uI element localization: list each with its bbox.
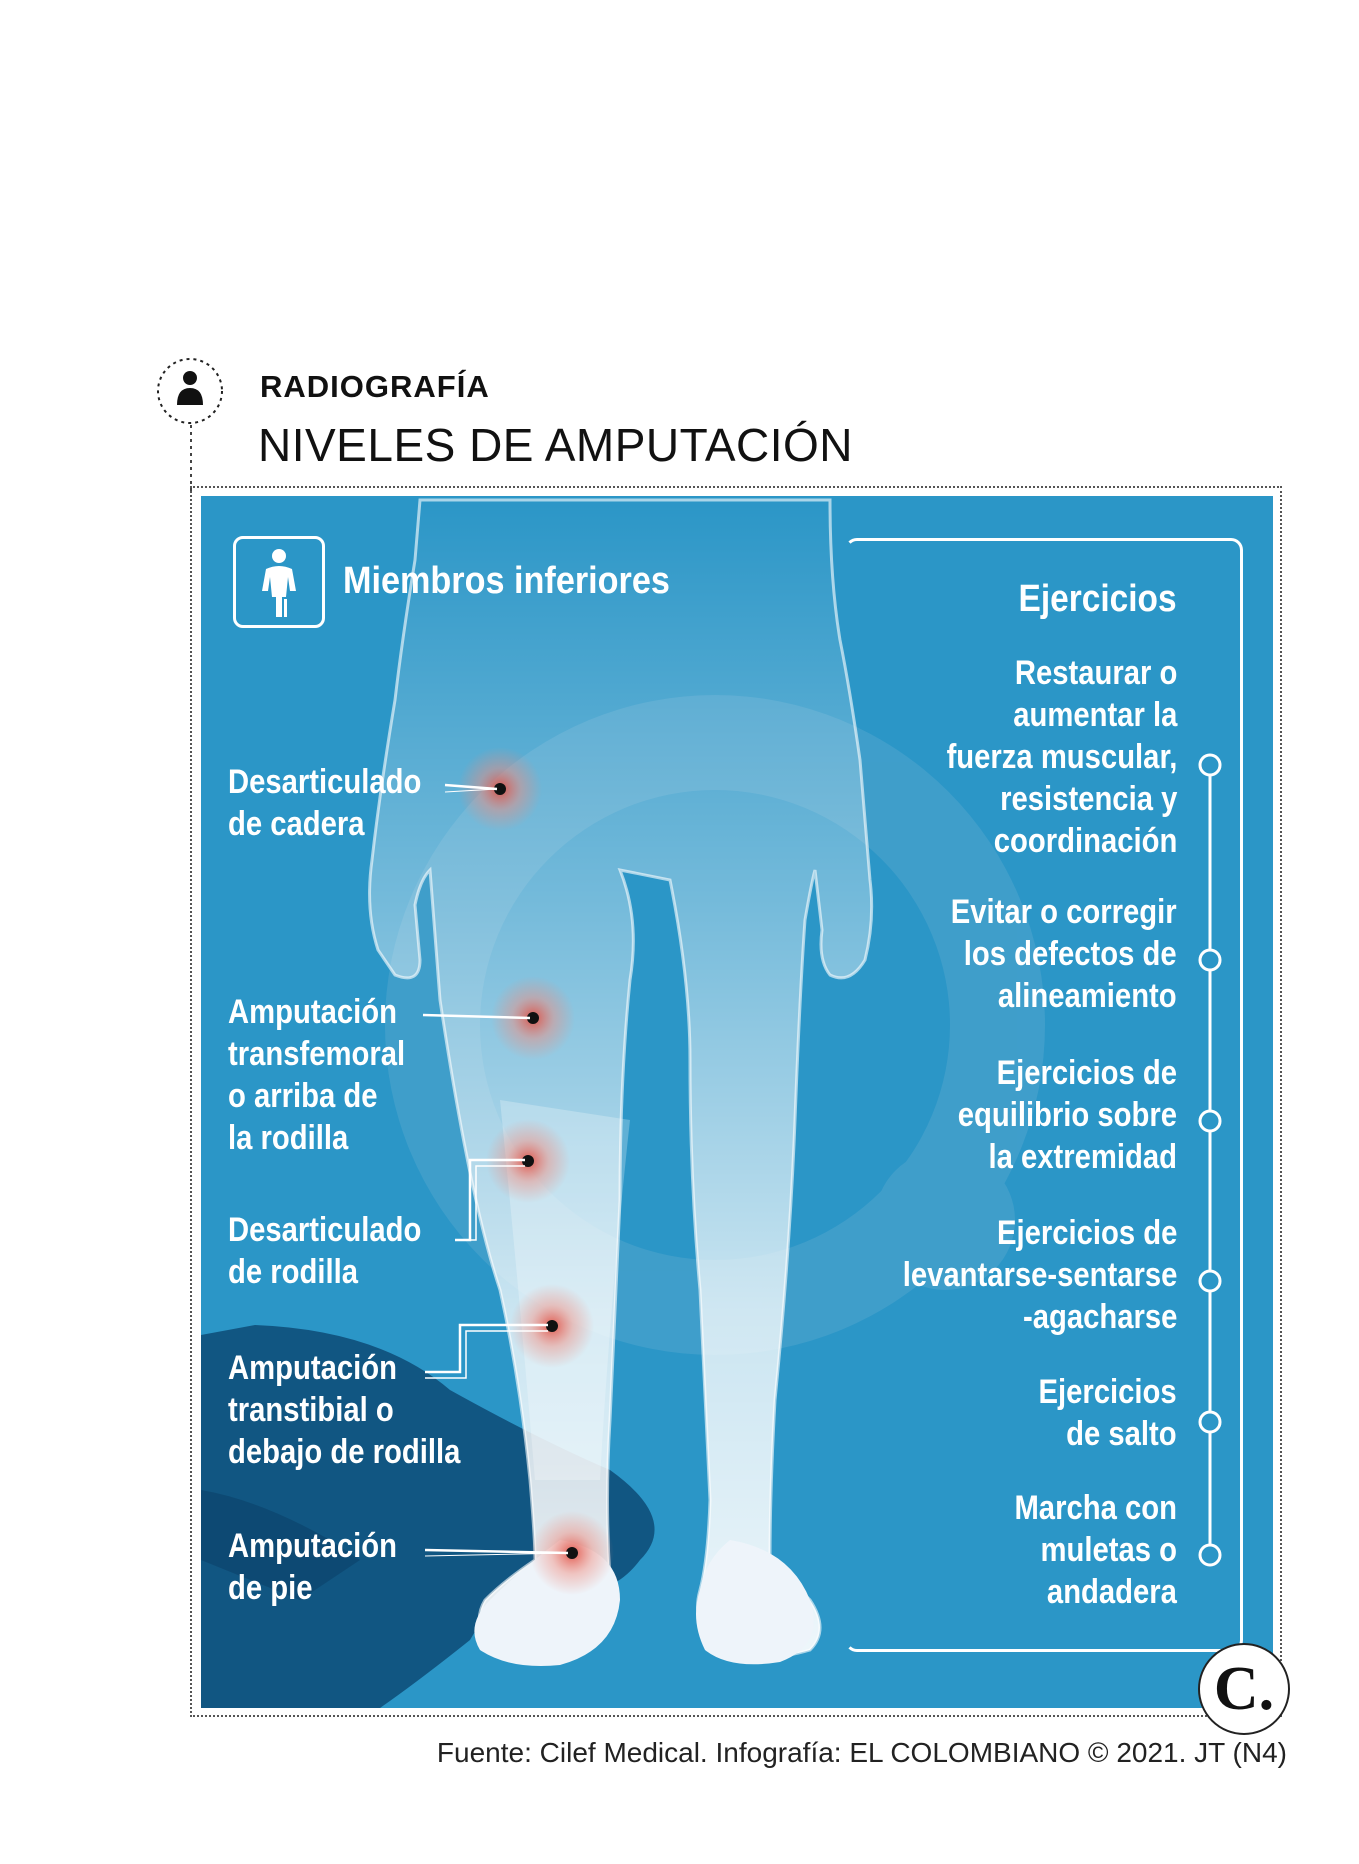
exercise-item: Ejercicios de equilibrio sobre la extremidad: [957, 1054, 1177, 1176]
level-label-hip: Desarticulado de cadera: [228, 763, 422, 843]
exercises-title: Ejercicios: [1018, 578, 1177, 620]
level-label-knee: Desarticulado de rodilla: [228, 1211, 422, 1291]
exercise-item: Marcha con muletas o andadera: [1014, 1489, 1177, 1611]
exercise-item: Ejercicios de salto: [1038, 1373, 1177, 1453]
kicker: RADIOGRAFÍA: [260, 369, 490, 404]
right-foot: [696, 1540, 814, 1664]
logo-letter: C.: [1213, 1654, 1275, 1723]
exercise-item: Evitar o corregir los defectos de alineamiento: [951, 893, 1177, 1015]
source-credit: Fuente: Cilef Medical. Infografía: EL COLOMBIANO © 2021. JT (N4): [436, 1737, 1287, 1768]
marker-hip: [458, 747, 542, 831]
exercise-item: Restaurar o aumentar la fuerza muscular, resistencia y coordinación: [946, 654, 1177, 860]
person-prosthesis-icon: [236, 539, 322, 625]
section-title: Miembros inferiores: [343, 560, 670, 602]
exercise-item: Ejercicios de levantarse-sentarse -agacharse: [902, 1214, 1177, 1336]
el-colombiano-logo: [1198, 1643, 1290, 1735]
section-badge: [233, 536, 325, 628]
level-label-transfemoral: Amputación transfemoral o arriba de la rodilla: [228, 993, 406, 1157]
level-label-foot: Amputación de pie: [228, 1527, 397, 1607]
level-label-transtibial: Amputación transtibial o debajo de rodilla: [228, 1349, 461, 1471]
page-title: NIVELES DE AMPUTACIÓN: [258, 419, 854, 471]
